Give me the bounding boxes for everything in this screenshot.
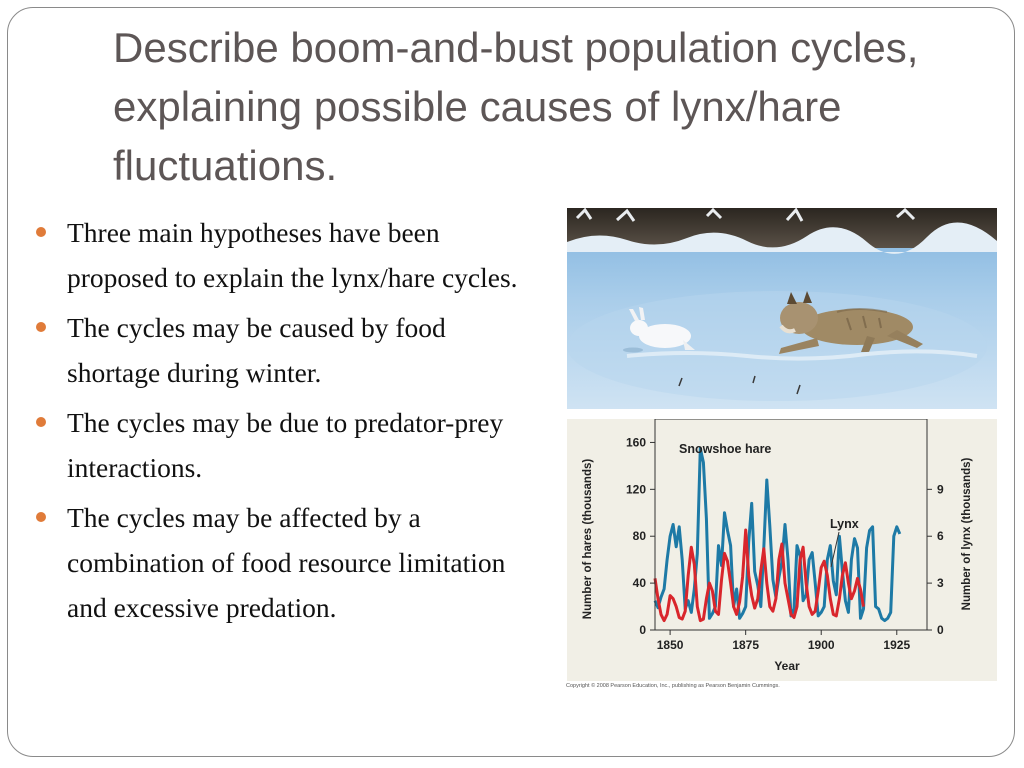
lynx-hare-chart xyxy=(567,419,997,681)
lynx-series-label: Lynx xyxy=(830,517,859,531)
bullet-dot-icon xyxy=(36,417,46,427)
x-tick-label: 1925 xyxy=(883,638,911,652)
y-axis-left-label: Number of hares (thousands) xyxy=(582,458,594,620)
bullet-dot-icon xyxy=(36,322,46,332)
y-left-tick-label: 160 xyxy=(625,435,646,450)
snow-shade xyxy=(567,291,987,401)
y-right-tick-label: 9 xyxy=(937,482,944,497)
bullet-dot-icon xyxy=(36,512,46,522)
bullet-item xyxy=(34,210,544,300)
y-left-tick-label: 40 xyxy=(632,576,646,591)
bullet-text: Three main hypotheses have been proposed to explain the lynx/hare cycles. xyxy=(67,217,518,293)
x-tick-label: 1900 xyxy=(807,638,835,652)
y-right-tick-label: 6 xyxy=(937,529,944,544)
left-axis xyxy=(626,435,655,637)
bullet-item xyxy=(34,305,544,395)
x-tick-label: 1850 xyxy=(656,638,684,652)
bullet-text: The cycles may be caused by food shortage during winter. xyxy=(67,312,446,388)
hare-series-label: Snowshoe hare xyxy=(679,442,772,456)
y-axis-right-label: Number of lynx (thousands) xyxy=(961,457,973,611)
y-right-tick-label: 0 xyxy=(937,623,944,637)
bullet-text: The cycles may be due to predator-prey interactions. xyxy=(67,407,504,483)
x-axis xyxy=(657,630,911,652)
bullet-item xyxy=(34,495,544,630)
right-axis xyxy=(927,482,944,637)
bullet-item xyxy=(34,400,544,490)
bullet-list xyxy=(34,210,544,635)
x-axis-label: Year xyxy=(774,659,800,673)
chart-panel xyxy=(567,419,997,681)
lynx-chasing-hare-photo xyxy=(567,208,997,409)
y-left-tick-label: 120 xyxy=(625,482,646,497)
y-left-tick-label: 0 xyxy=(639,623,646,637)
y-right-tick-label: 3 xyxy=(937,576,944,591)
x-tick-label: 1875 xyxy=(732,638,760,652)
bullet-dot-icon xyxy=(36,227,46,237)
lynx-hare-illustration xyxy=(567,208,997,409)
slide-title: Describe boom-and-bust population cycles, explaining possible causes of lynx/hare fluctuations. xyxy=(113,24,919,189)
bullet-text: The cycles may be affected by a combination of food resource limitation and excessive predation. xyxy=(67,502,506,623)
copyright-note: Copyright © 2008 Pearson Education, Inc., publishing as Pearson Benjamin Cummings. xyxy=(566,683,780,689)
y-left-tick-label: 80 xyxy=(632,529,646,544)
